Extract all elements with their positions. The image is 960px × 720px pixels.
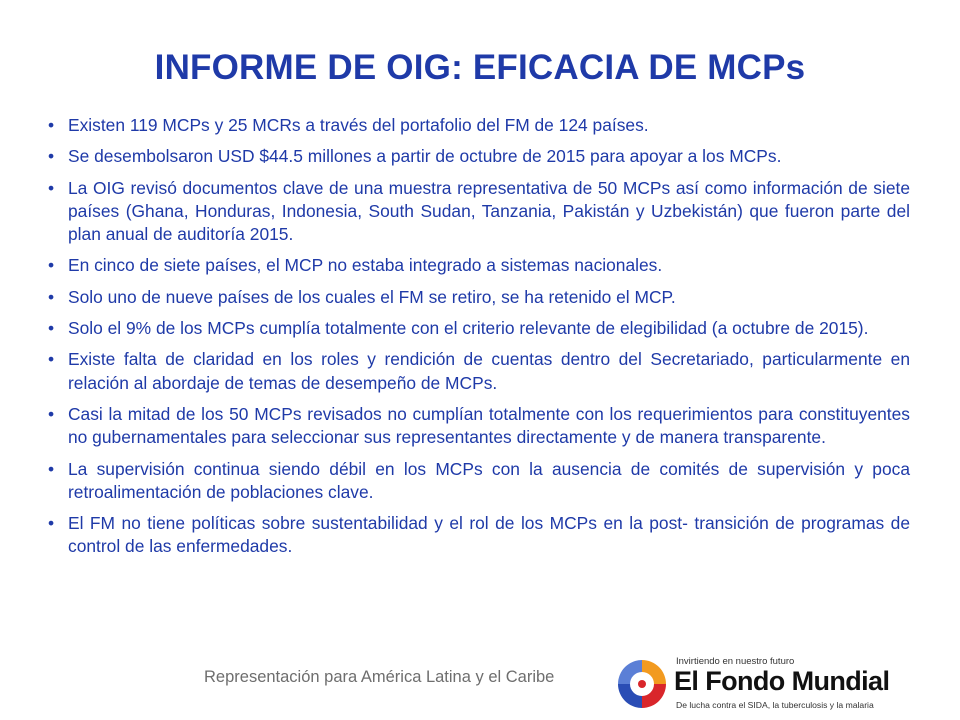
bullet-item: [48, 403, 910, 450]
bullet-text: Existe falta de claridad en los roles y rendición de cuentas dentro del Secretariado, particularmente en relación al abordaje de temas de desempeño de MCPs.: [68, 349, 910, 393]
bullet-dot-icon: •: [48, 458, 55, 479]
global-fund-logo: [614, 656, 890, 718]
footer-text: Representación para América Latina y el Caribe: [204, 668, 555, 686]
bullet-dot-icon: •: [48, 115, 55, 135]
logo-name: El Fondo Mundial: [674, 666, 890, 696]
bullet-text: En cinco de siete países, el MCP no estaba integrado a sistemas nacionales.: [68, 255, 663, 276]
bullet-dot-icon: •: [48, 349, 55, 370]
logo-subtitle: De lucha contra el SIDA, la tuberculosis y la malaria: [676, 700, 874, 710]
logo-tagline: Invirtiendo en nuestro futuro: [676, 656, 795, 667]
bullet-list: [48, 114, 910, 567]
bullet-item: [48, 254, 910, 277]
bullet-item: [48, 114, 910, 137]
bullet-item: [48, 317, 910, 340]
bullet-item: [48, 458, 910, 505]
bullet-item: [48, 145, 910, 168]
bullet-item: [48, 348, 910, 395]
bullet-dot-icon: •: [48, 255, 55, 276]
bullet-dot-icon: •: [48, 177, 55, 198]
bullet-dot-icon: •: [48, 513, 55, 534]
slide-title: INFORME DE OIG: EFICACIA DE MCPs: [154, 48, 806, 87]
global-fund-swirl-icon: [614, 656, 670, 712]
bullet-item: [48, 286, 910, 309]
bullet-text: La OIG revisó documentos clave de una muestra representativa de 50 MCPs así como información de siete países (Ghana, Honduras, Indonesia, South Sudan, Tanzania, Pakistán y Uzbekistán) que fueron parte del plan anual de auditoría 2015.: [68, 177, 910, 245]
bullet-text: Solo el 9% de los MCPs cumplía totalmente con el criterio relevante de elegibilidad (a octubre de 2015).: [68, 318, 869, 339]
bullet-item: [48, 177, 910, 247]
bullet-dot-icon: •: [48, 146, 55, 167]
bullet-text: La supervisión continua siendo débil en los MCPs con la ausencia de comités de supervisión y poca retroalimentación de poblaciones clave.: [68, 458, 910, 502]
bullet-text: El FM no tiene políticas sobre sustentabilidad y el rol de los MCPs en la post- transición de programas de control de las enfermedades.: [68, 513, 910, 557]
bullet-text: Existen 119 MCPs y 25 MCRs a través del portafolio del FM de 124 países.: [68, 115, 649, 135]
bullet-dot-icon: •: [48, 318, 55, 339]
bullet-item: [48, 512, 910, 559]
bullet-text: Solo uno de nueve países de los cuales el FM se retiro, se ha retenido el MCP.: [68, 286, 676, 307]
bullet-text: Se desembolsaron USD $44.5 millones a partir de octubre de 2015 para apoyar a los MCPs.: [68, 146, 782, 167]
bullet-dot-icon: •: [48, 286, 55, 307]
bullet-dot-icon: •: [48, 403, 55, 424]
bullet-text: Casi la mitad de los 50 MCPs revisados no cumplían totalmente con los requerimientos para constituyentes no gubernamentales para seleccionar sus representantes directamente y de manera transparente.: [68, 403, 910, 448]
